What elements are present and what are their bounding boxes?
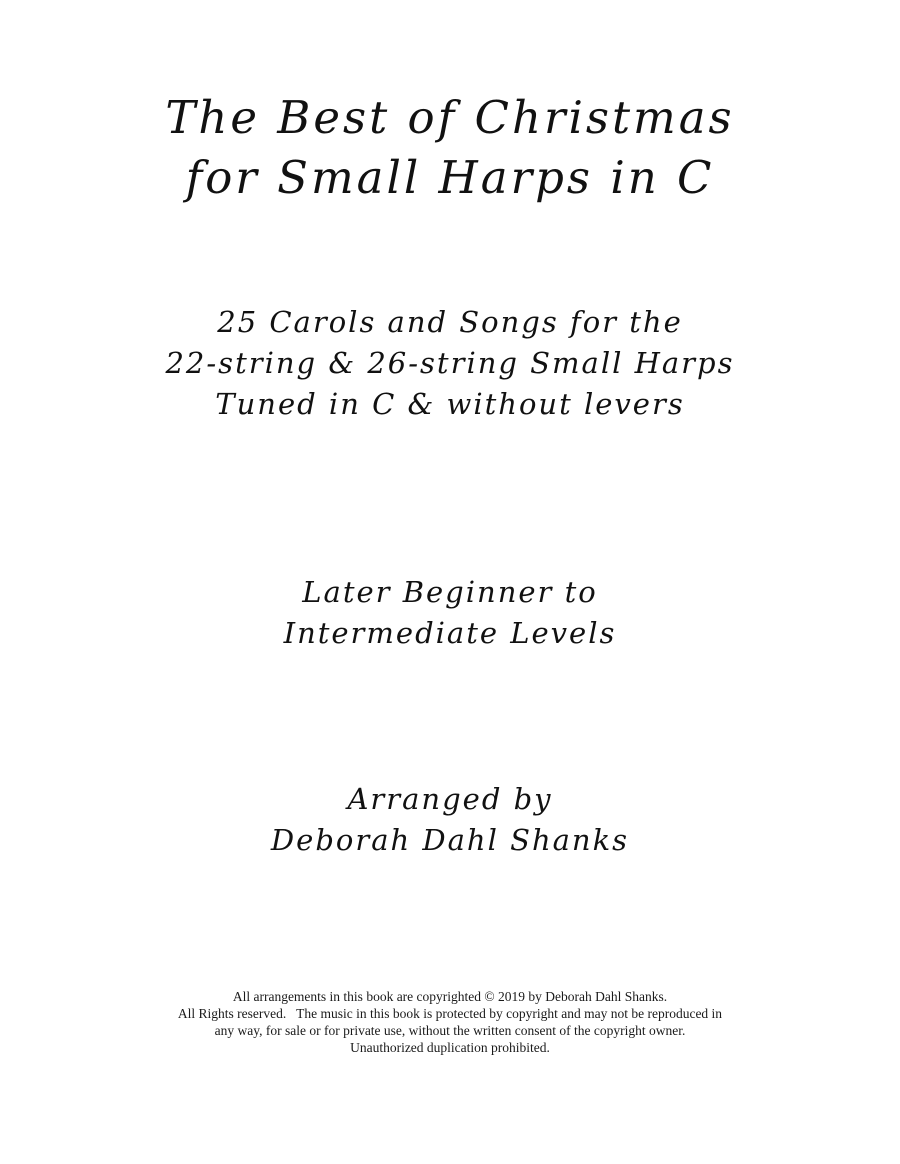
book-subtitle — [0, 302, 900, 425]
subtitle-line-3: Tuned in C & without levers — [215, 387, 685, 421]
arranger-name: Deborah Dahl Shanks — [270, 823, 630, 857]
arranger-line-1: Arranged by — [347, 782, 553, 816]
copyright-line-3: any way, for sale or for private use, without the written consent of the copyright owner. — [214, 1023, 686, 1038]
difficulty-levels — [0, 572, 900, 654]
book-title — [0, 88, 900, 208]
subtitle-line-1: 25 Carols and Songs for the — [217, 305, 683, 339]
subtitle-line-2: 22-string & 26-string Small Harps — [165, 346, 735, 380]
copyright-line-2: All Rights reserved. The music in this book is protected by copyright and may not be reproduced in — [177, 1006, 723, 1021]
title-line-1: The Best of Christmas — [165, 91, 735, 144]
levels-line-2: Intermediate Levels — [283, 616, 617, 650]
copyright-notice — [0, 988, 900, 1056]
arranger-credit — [0, 779, 900, 861]
title-line-2: for Small Harps in C — [185, 151, 715, 204]
levels-line-1: Later Beginner to — [302, 575, 598, 609]
copyright-line-1: All arrangements in this book are copyrighted © 2019 by Deborah Dahl Shanks. — [232, 989, 668, 1004]
copyright-line-4: Unauthorized duplication prohibited. — [350, 1040, 550, 1055]
